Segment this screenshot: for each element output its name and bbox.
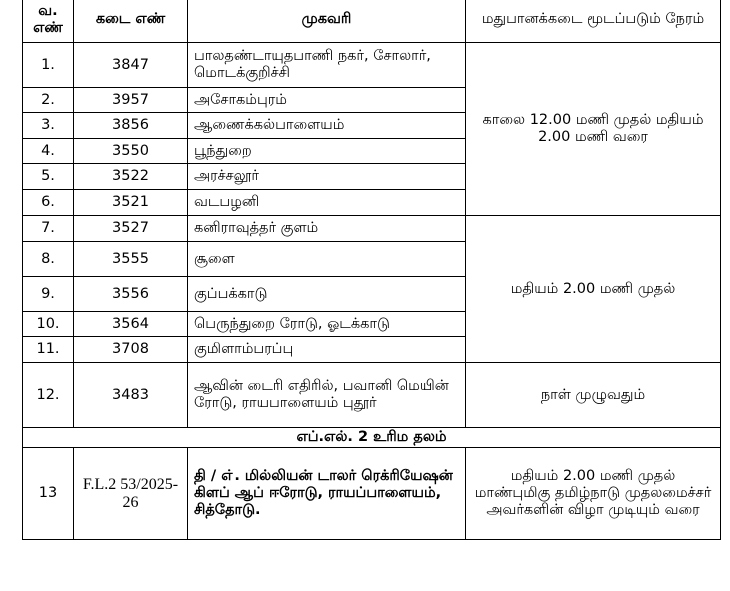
shop-no-cell: 3957 bbox=[74, 88, 188, 113]
address-cell: அரச்சலூர் bbox=[188, 164, 466, 190]
shop-no-cell: 3483 bbox=[74, 363, 188, 428]
shop-no-cell: 3556 bbox=[74, 277, 188, 312]
sno-cell: 11. bbox=[23, 337, 74, 363]
address-cell: பூந்துறை bbox=[188, 139, 466, 164]
address-cell: குப்பக்காடு bbox=[188, 277, 466, 312]
shop-no-cell: 3847 bbox=[74, 43, 188, 88]
header-shop-no: கடை எண் bbox=[74, 0, 188, 43]
header-row bbox=[23, 0, 721, 43]
address-cell: சூளை bbox=[188, 242, 466, 277]
sno-cell: 12. bbox=[23, 363, 74, 428]
address-cell: அசோகம்புரம் bbox=[188, 88, 466, 113]
shop-no-cell: 3521 bbox=[74, 190, 188, 216]
shop-no-cell: 3564 bbox=[74, 312, 188, 337]
table-row bbox=[23, 363, 721, 428]
address-cell: குமிளாம்பரப்பு bbox=[188, 337, 466, 363]
shop-no-cell: 3555 bbox=[74, 242, 188, 277]
shop-no-cell: 3550 bbox=[74, 139, 188, 164]
closing-time-cell: மதியம் 2.00 மணி முதல் bbox=[466, 216, 721, 363]
license-no-cell: F.L.2 53/2025-26 bbox=[74, 448, 188, 540]
liquor-shop-closing-table bbox=[22, 0, 721, 540]
sno-cell: 3. bbox=[23, 113, 74, 139]
sno-cell: 1. bbox=[23, 43, 74, 88]
sno-cell: 7. bbox=[23, 216, 74, 242]
address-cell: கனிராவுத்தர் குளம் bbox=[188, 216, 466, 242]
sno-cell: 9. bbox=[23, 277, 74, 312]
closing-time-cell: நாள் முழுவதும் bbox=[466, 363, 721, 428]
shop-no-cell: 3522 bbox=[74, 164, 188, 190]
table-row bbox=[23, 216, 721, 242]
address-cell: தி / எ். மில்லியன் டாலர் ரெக்ரியேஷன் கிளப் ஆப் ஈரோடு, ராயப்பாளையம், சித்தோடு. bbox=[188, 448, 466, 540]
sno-cell: 13 bbox=[23, 448, 74, 540]
address-cell: பாலதண்டாயுதபாணி நகர், சோலார், மொடக்குறிச்சி bbox=[188, 43, 466, 88]
closing-time-cell: மதியம் 2.00 மணி முதல் மாண்புமிகு தமிழ்நாடு முதலமைச்சர் அவர்களின் விழா முடியும் வரை bbox=[466, 448, 721, 540]
address-cell: ஆவின் டைரி எதிரில், பவானி மெயின் ரோடு, ராயபாளையம் புதூர் bbox=[188, 363, 466, 428]
header-closing-time: மதுபானக்கடை மூடப்படும் நேரம் bbox=[466, 0, 721, 43]
sno-cell: 10. bbox=[23, 312, 74, 337]
shop-no-cell: 3708 bbox=[74, 337, 188, 363]
header-address: முகவரி bbox=[188, 0, 466, 43]
sno-cell: 2. bbox=[23, 88, 74, 113]
header-sno: வ. எண் bbox=[23, 0, 74, 43]
sno-cell: 5. bbox=[23, 164, 74, 190]
shop-no-cell: 3856 bbox=[74, 113, 188, 139]
section-row bbox=[23, 428, 721, 448]
table-row bbox=[23, 448, 721, 540]
sno-cell: 4. bbox=[23, 139, 74, 164]
closing-time-cell: காலை 12.00 மணி முதல் மதியம் 2.00 மணி வரை bbox=[466, 43, 721, 216]
address-cell: பெருந்துறை ரோடு, ஓடக்காடு bbox=[188, 312, 466, 337]
table-row bbox=[23, 43, 721, 88]
address-cell: வடபழனி bbox=[188, 190, 466, 216]
section-title: எப்.எல். 2 உரிம தலம் bbox=[23, 428, 721, 448]
address-cell: ஆணைக்கல்பாளையம் bbox=[188, 113, 466, 139]
sno-cell: 6. bbox=[23, 190, 74, 216]
sno-cell: 8. bbox=[23, 242, 74, 277]
shop-no-cell: 3527 bbox=[74, 216, 188, 242]
